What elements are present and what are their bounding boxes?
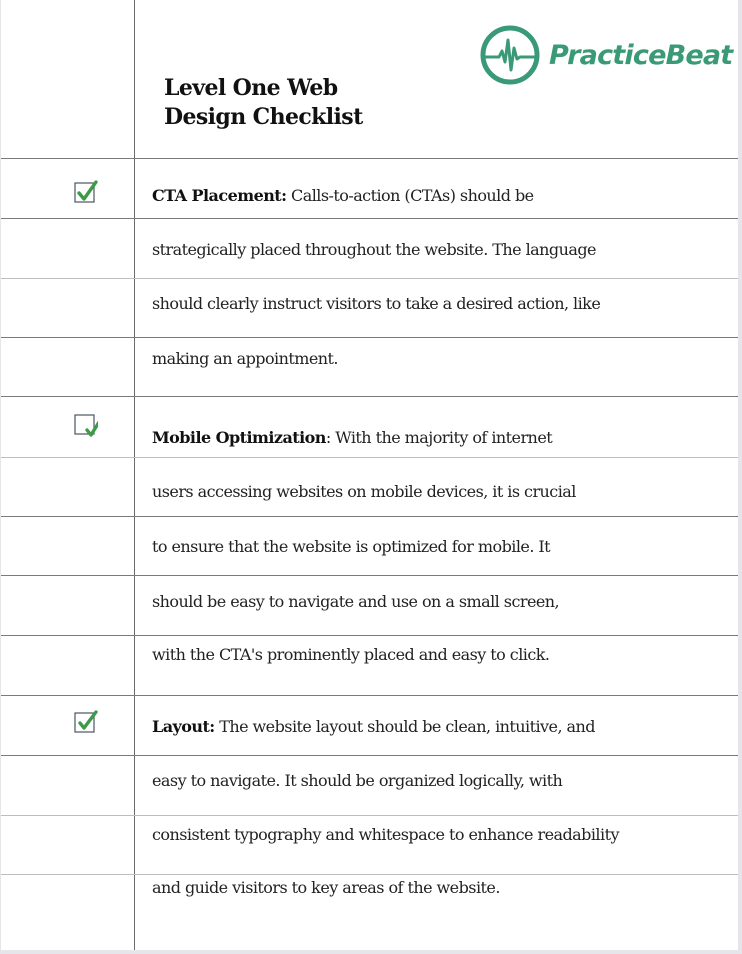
row-divider <box>1 755 738 756</box>
item-heading: CTA Placement: <box>152 186 287 205</box>
row-divider <box>1 457 738 458</box>
checklist-line: should be easy to navigate and use on a small screen, <box>152 592 560 611</box>
checklist-line: should clearly instruct visitors to take a desired action, like <box>152 294 601 313</box>
title-line-1: Level One Web <box>164 75 338 101</box>
item-heading: Layout: <box>152 717 215 736</box>
row-divider <box>1 218 738 219</box>
heartbeat-circle-icon <box>479 24 541 86</box>
checklist-line: with the CTA's prominently placed and easy to click. <box>152 645 550 664</box>
row-divider <box>1 158 738 159</box>
row-divider <box>1 396 738 397</box>
checkbox-checked-icon[interactable] <box>74 178 98 204</box>
title-line-2: Design Checklist <box>164 104 363 130</box>
row-divider <box>1 874 738 875</box>
logo-text: PracticeBeat <box>549 39 733 71</box>
checkbox-checked-icon[interactable] <box>74 708 98 734</box>
row-divider <box>1 695 738 696</box>
row-divider <box>1 635 738 636</box>
row-divider <box>1 815 738 816</box>
checklist-page <box>1 0 738 950</box>
checklist-line: CTA Placement: Calls-to-action (CTAs) should be <box>152 186 534 205</box>
checkbox-checked-icon[interactable] <box>74 411 98 437</box>
row-divider <box>1 516 738 517</box>
practicebeat-logo <box>479 22 732 88</box>
checklist-line: Mobile Optimization: With the majority of internet <box>152 428 553 447</box>
column-divider <box>134 0 135 950</box>
row-divider <box>1 337 738 338</box>
checklist-line: easy to navigate. It should be organized logically, with <box>152 771 563 790</box>
checklist-line: strategically placed throughout the website. The language <box>152 240 596 259</box>
checklist-line: and guide visitors to key areas of the website. <box>152 878 500 897</box>
checklist-line: users accessing websites on mobile devices, it is crucial <box>152 482 576 501</box>
checklist-line: Layout: The website layout should be clean, intuitive, and <box>152 717 595 736</box>
page-title <box>164 74 363 132</box>
row-divider <box>1 278 738 279</box>
checklist-line: making an appointment. <box>152 349 338 368</box>
row-divider <box>1 575 738 576</box>
checklist-line: consistent typography and whitespace to enhance readability <box>152 825 619 844</box>
checklist-line: to ensure that the website is optimized for mobile. It <box>152 537 551 556</box>
item-heading: Mobile Optimization <box>152 428 326 447</box>
